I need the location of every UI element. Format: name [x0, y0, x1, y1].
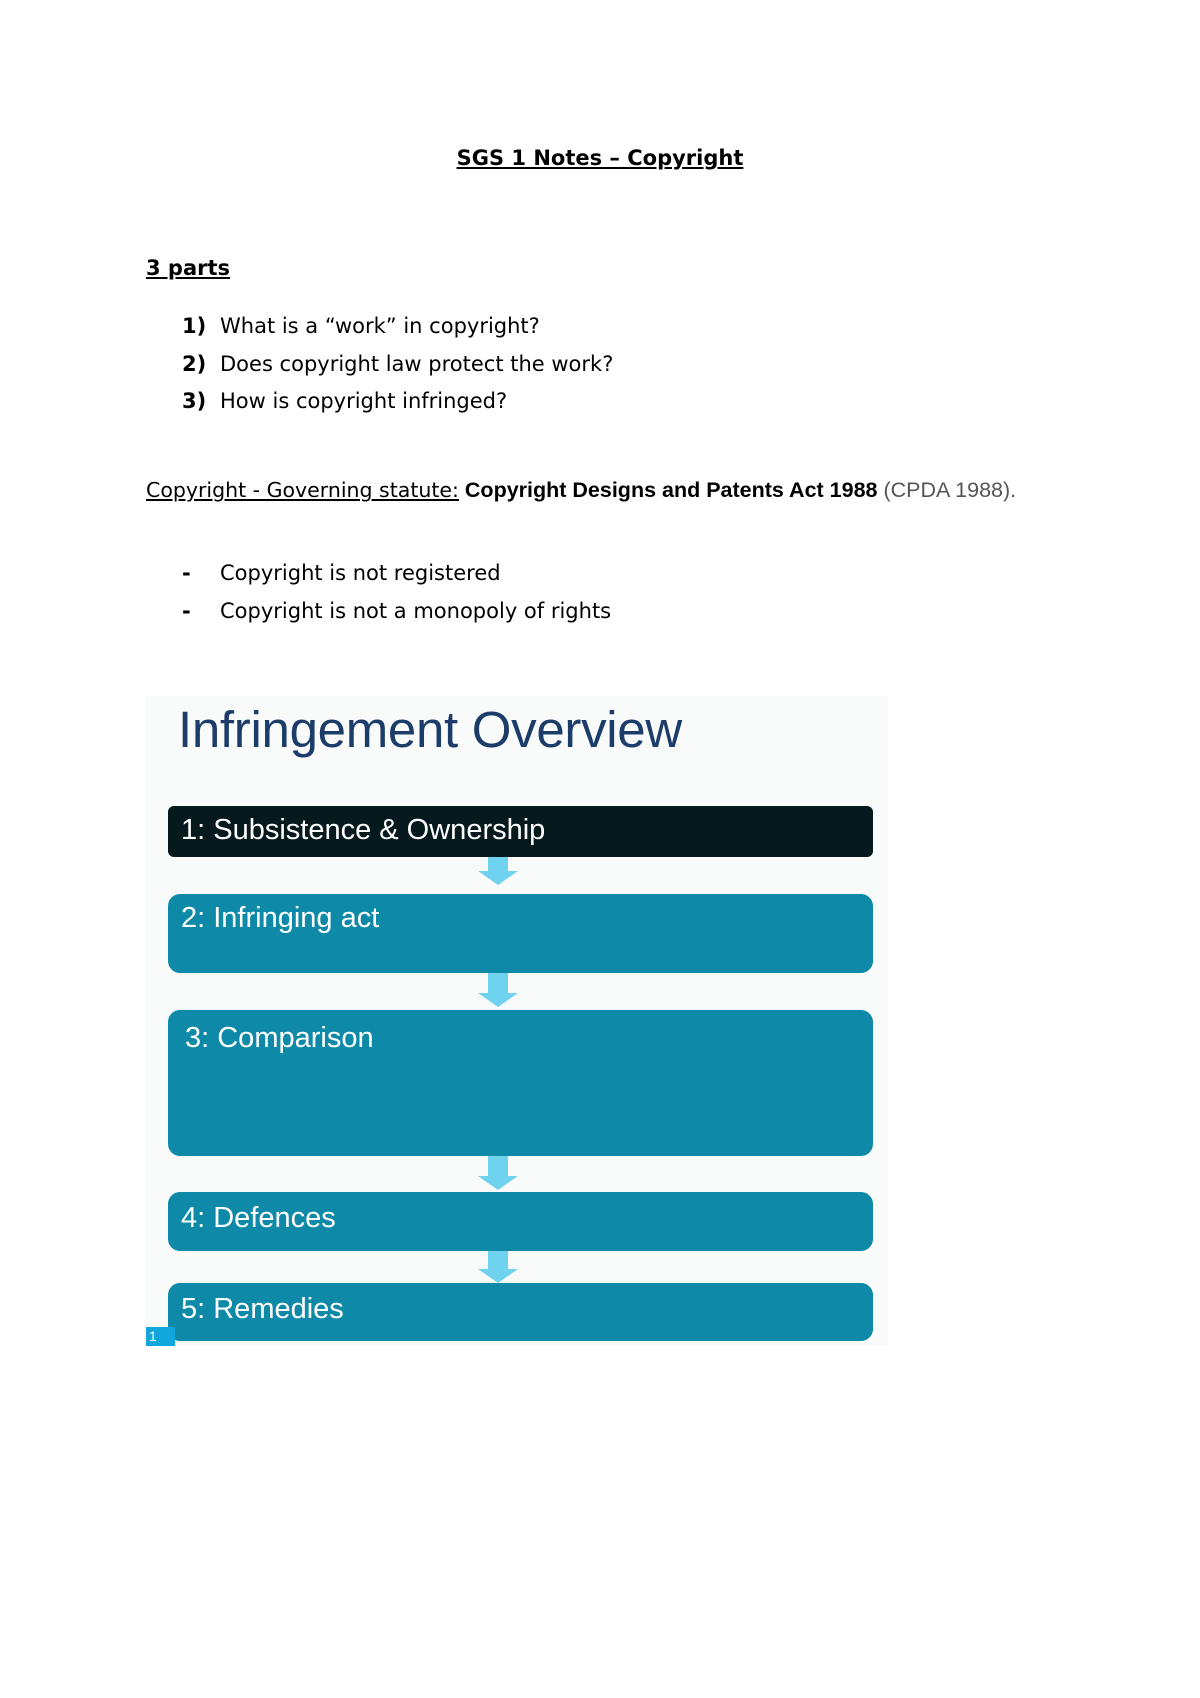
- document-title: SGS 1 Notes – Copyright: [456, 146, 744, 170]
- slide-title: Infringement Overview: [178, 701, 682, 758]
- step-subsistence-ownership: [168, 806, 873, 857]
- list-item: [182, 383, 613, 421]
- statute-abbreviation: (CPDA 1988).: [883, 478, 1017, 502]
- step-label: 4: Defences: [181, 1202, 336, 1234]
- slide-page-number: 1: [146, 1327, 175, 1346]
- list-number: 2): [182, 351, 207, 376]
- list-item: [182, 346, 613, 384]
- infringement-overview-slide: [146, 696, 888, 1346]
- step-comparison: [168, 1010, 873, 1156]
- list-text: Does copyright law protect the work?: [220, 351, 614, 376]
- step-remedies: [168, 1283, 873, 1341]
- list-text: What is a “work” in copyright?: [220, 314, 540, 338]
- list-item: [182, 308, 613, 346]
- list-item: [182, 555, 611, 593]
- statute-label: Copyright - Governing statute:: [146, 478, 459, 502]
- parts-list: [182, 308, 613, 421]
- list-item: [182, 593, 611, 631]
- statute-paragraph: [146, 474, 1066, 506]
- statute-act: Copyright Designs and Patents Act 1988: [464, 478, 878, 502]
- list-dash: -: [182, 561, 191, 585]
- list-text: How is copyright infringed?: [220, 389, 508, 413]
- section-heading: 3 parts: [146, 256, 231, 280]
- list-text: Copyright is not registered: [220, 561, 501, 585]
- step-label: 1: Subsistence & Ownership: [181, 814, 546, 846]
- list-dash: -: [182, 598, 191, 623]
- step-label: 2: Infringing act: [181, 902, 380, 934]
- step-label: 3: Comparison: [185, 1022, 374, 1054]
- list-number: 1): [182, 314, 207, 338]
- list-number: 3): [182, 389, 207, 413]
- list-text: Copyright is not a monopoly of rights: [220, 598, 612, 623]
- step-label: 5: Remedies: [181, 1293, 344, 1325]
- step-infringing-act: [168, 894, 873, 973]
- bullet-list: [182, 555, 611, 630]
- step-defences: [168, 1192, 873, 1251]
